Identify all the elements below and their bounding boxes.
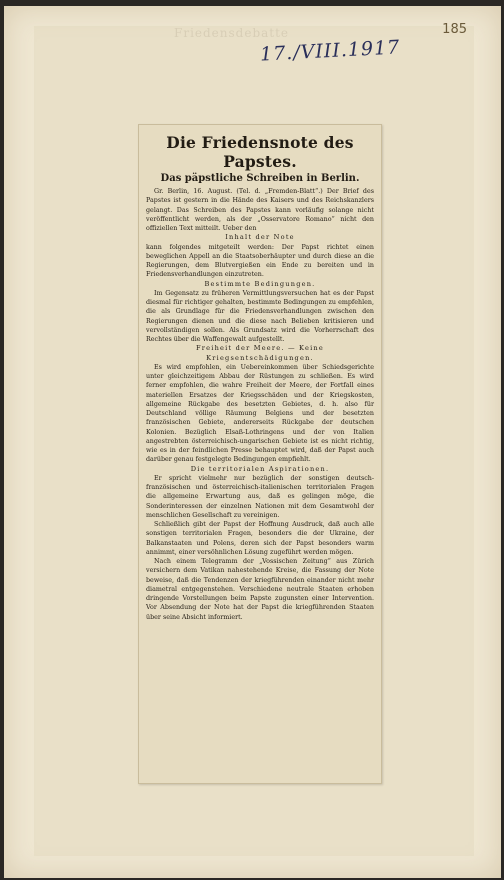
section-title-inhalt: Inhalt der Note bbox=[225, 233, 295, 242]
page-number: 185 bbox=[442, 22, 467, 37]
section-text-inhalt: kann folgendes mitgeteilt werden: Der Papst richtet einen beweglichen Appell an die Staatsoberhäupter und durch diese an die Regierungen, dem Blutvergießen ein Ende zu bereiten und in Friedensverhandlungen einzutreten. bbox=[146, 243, 374, 279]
handwritten-date: 17./VIII.1917 bbox=[259, 36, 401, 66]
section-text-aspirationen-1: Er spricht vielmehr nur bezüglich der sonstigen deutsch-französischen und österreichisch-italienischen territorialen Fragen die allgemeine Erwartung aus, daß es gelingen möge, die Sonderinteressen der einzelnen Nationen mit dem Gesamtwohl der menschlichen Gesellschaft zu vereinigen. bbox=[146, 474, 374, 519]
section-title-bedingungen: Bestimmte Bedingungen. bbox=[204, 279, 316, 288]
article-subheadline: Das päpstliche Schreiben in Berlin. bbox=[160, 173, 360, 184]
article-headline: Die Friedensnote des Papstes. bbox=[166, 133, 354, 171]
section-title-aspirationen: Die territorialen Aspirationen. bbox=[190, 464, 330, 473]
archive-page bbox=[4, 6, 501, 878]
section-text-aspirationen-2: Schließlich gibt der Papst der Hoffnung Ausdruck, daß auch alle sonstigen territorialen Fragen, besonders die der Ukraine, der Balkanstaaten und Polens, deren sich der Papst besonders warm annimmt, einer versöhnlichen Lösung zugeführt werden mögen. bbox=[146, 521, 374, 556]
section-text-bedingungen: Im Gegensatz zu früheren Vermittlungsversuchen hat es der Papst diesmal für richtiger gehalten, bestimmte Bedingungen zu empfehlen, die als Grundlage für die Friedensverhandlungen zwischen den Regierungen dienen und die diese nach Belieben kritisieren und vervollständigen sollen. Als Grundsatz wird die Vorherrschaft des Rechtes über die Waffengewalt aufgestellt. bbox=[146, 289, 374, 343]
faint-stamped-heading: Friedensdebatte bbox=[174, 26, 290, 40]
article-body bbox=[146, 187, 374, 622]
section-text-freiheit: Es wird empfohlen, ein Uebereinkommen über Schiedsgerichte unter gleichzeitigem Abbau der Rüstungen zu schließen. Es wird ferner empfohlen, die wahre Freiheit der Meere, der Fortfall eines materiellen Ersatzes der Kriegsschäden und der Kriegskosten, allgemeine Rückgabe des besetzten Gebietes, d. h. also für Deutschland völlige Räumung Belgiens und der besetzten französischen Gebiete, andererseits Rückgabe der deutschen Kolonien. Bezüglich Elsaß-Lothringens und der von Italien angestrebten österreichisch-ungarischen Gebiete ist es nicht richtig, wie es in der feindlichen Presse behauptet wird, daß der Papst auch darüber genau festgelegte Bedingungen empfiehlt. bbox=[146, 363, 374, 464]
section-text-aspirationen-3: Nach einem Telegramm der „Vossischen Zeitung“ aus Zürich versichern dem Vatikan nahestehende Kreise, die Fassung der Note beweise, daß die Tendenzen der kriegführenden einander nicht mehr diametral entgegenstehen. Verschiedene neutrale Staaten erhoben dringende Vorstellungen beim Papste zugunsten einer Intervention. Vor Absendung der Note hat der Papst die kriegführenden Staaten über seine Absicht informiert. bbox=[146, 558, 374, 621]
section-title-freiheit: Freiheit der Meere. — Keine Kriegsentschädigungen. bbox=[196, 344, 324, 362]
article-intro: Gr. Berlin, 16. August. (Tel. d. „Fremden-Blatt“.) Der Brief des Papstes ist gestern in die Hände des Kaisers und des Reichskanzlers gelangt. Das Schreiben des Papstes kann vorläufig solange nicht veröffentlicht werden, als der „Osservatore Romano“ nicht den offiziellen Text mitteilt. Ueber den bbox=[146, 188, 374, 232]
newspaper-clipping bbox=[138, 124, 382, 784]
